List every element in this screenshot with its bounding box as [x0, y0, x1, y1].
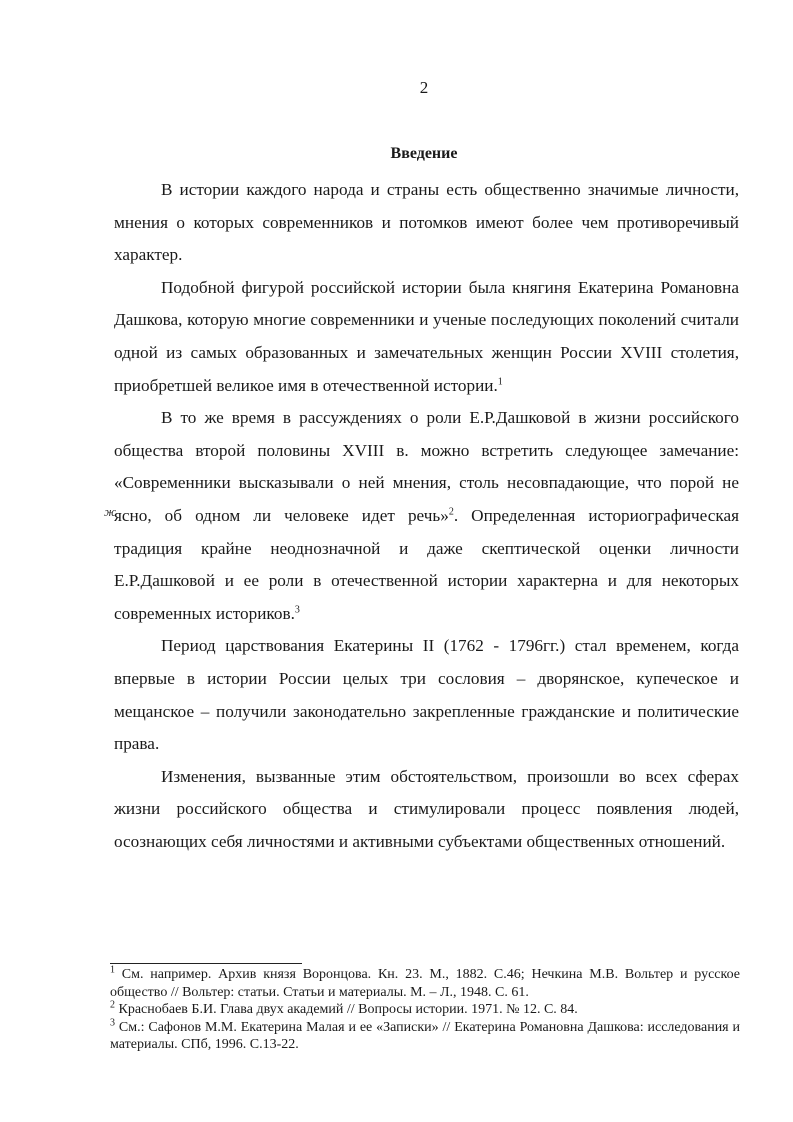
paragraph-3-text-a: В то же время в рассуждениях о роли Е.Р.Дашковой в жизни российского общества второй половины XVIII в. можно встретить следующее замечание: «Современники высказывали о ней мнения, столь несовпадающие, что порой не ясно, об одном ли человеке идет речь» — [114, 408, 739, 525]
footnote-ref-1: 1 — [497, 375, 503, 387]
footnote-2-number: 2 — [110, 999, 115, 1011]
footnote-1-text: См. например. Архив князя Воронцова. Кн. 23. М., 1882. С.46; Нечкина М.В. Вольтер и русское общество // Вольтер: статьи. Статьи и материалы. М. – Л., 1948. С. 61. — [110, 967, 740, 1000]
paragraph-4-text: Период царствования Екатерины II (1762 - 1796гг.) стал временем, когда впервые в истории России целых три сословия – дворянское, купеческое и мещанское – получили законодательно закрепленные гражданские и политические права. — [114, 636, 739, 754]
footnotes — [110, 966, 740, 1054]
paragraph-3-text-b: . Определенная историографическая традиция крайне неоднозначной и даже скептической оценки личности Е.Р.Дашковой и ее роли в отечественной истории характерна и для некоторых современных историков. — [114, 505, 739, 623]
paragraph-2-text: Подобной фигурой российской истории была княгиня Екатерина Романовна Дашкова, которую многие современники и ученые последующих поколений считали одной из самых образованных и замечательных женщин России XVIII столетия, приобретшей великое имя в отечественной истории. — [114, 277, 739, 395]
paragraph-2 — [114, 272, 739, 402]
paragraph-5 — [114, 761, 739, 859]
footnote-divider — [110, 963, 302, 964]
body-text — [114, 174, 739, 858]
footnote-2 — [110, 1001, 740, 1019]
footnote-3-text: См.: Сафонов М.М. Екатерина Малая и ее «Записки» // Екатерина Романовна Дашкова: исследования и материалы. СПб, 1996. С.13-22. — [110, 1019, 740, 1052]
footnote-2-text: Краснобаев Б.И. Глава двух академий // Вопросы истории. 1971. № 12. С. 84. — [115, 1002, 578, 1017]
footnote-ref-3: 3 — [294, 603, 300, 615]
paragraph-4 — [114, 630, 739, 760]
paragraph-1-text: В истории каждого народа и страны есть общественно значимые личности, мнения о которых современников и потомков имеют более чем противоречивый характер. — [114, 180, 739, 265]
paragraph-5-text: Изменения, вызванные этим обстоятельством, произошли во всех сферах жизни российского общества и стимулировали процесс появления людей, осознающих себя личностями и активными субъектами общественных отношений. — [114, 766, 739, 851]
stray-scan-mark: ж — [104, 504, 117, 519]
footnote-ref-2: 2 — [448, 506, 454, 518]
footnote-1-number: 1 — [110, 964, 115, 976]
footnote-3 — [110, 1016, 740, 1054]
section-title: Введение — [390, 145, 458, 162]
paragraph-1 — [114, 174, 739, 272]
footnote-1 — [110, 966, 740, 1001]
footnote-3-number: 3 — [110, 1016, 115, 1028]
page-number: 2 — [419, 78, 429, 97]
paragraph-3 — [114, 402, 739, 630]
